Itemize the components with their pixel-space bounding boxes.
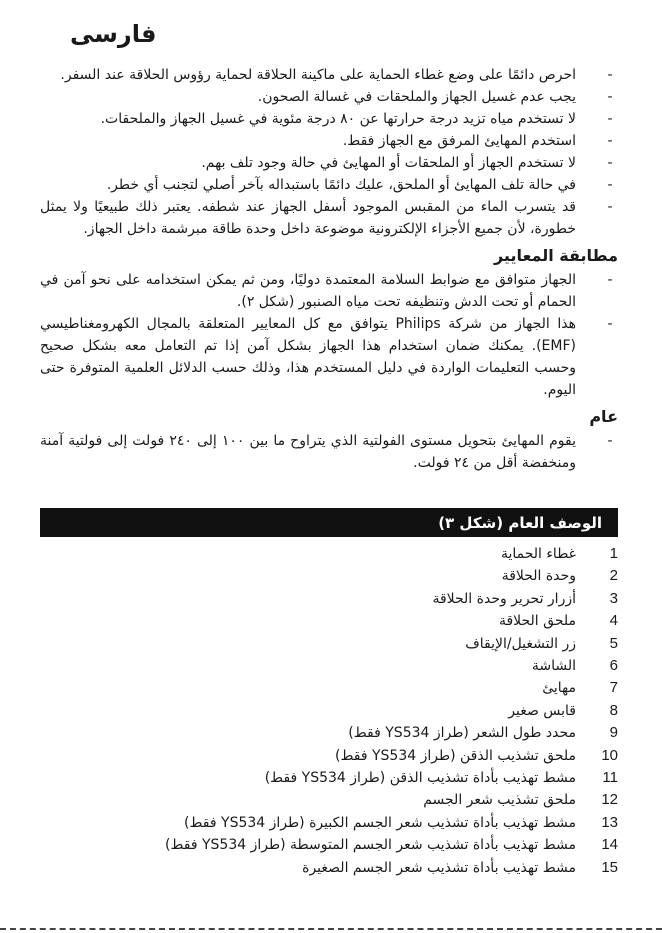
part-item <box>40 543 618 565</box>
part-item <box>40 677 618 699</box>
standards-heading: مطابقة المعايير <box>493 246 618 265</box>
overview-heading: الوصف العام (شكل ٣) <box>438 514 602 532</box>
parts-list <box>40 543 618 879</box>
part-item <box>40 767 618 789</box>
bullet-dash: - <box>607 177 613 193</box>
part-label: زر التشغيل/الإيقاف <box>465 635 576 652</box>
warning-text: في حالة تلف المهايئ أو الملحق، عليك دائمًا باستبداله بآخر أصلي لتجنب أي خطر. <box>106 177 576 193</box>
part-item <box>40 610 618 632</box>
part-number: 5 <box>609 634 618 652</box>
part-label: ملحق الحلاقة <box>498 613 576 630</box>
bullet-dash: - <box>607 199 613 215</box>
part-number: 12 <box>601 791 618 809</box>
part-label: أزرار تحرير وحدة الحلاقة <box>432 590 576 607</box>
part-item <box>40 588 618 610</box>
warning-text: استخدم المهايئ المرفق مع الجهاز فقط. <box>342 133 576 149</box>
bullet-dash: - <box>607 433 613 449</box>
part-item <box>40 834 618 856</box>
part-item <box>40 857 618 879</box>
general-text: يقوم المهايئ بتحويل مستوى الفولتية الذي يتراوح ما بين ١٠٠ إلى ٢٤٠ فولت إلى فولتية آمنة ومنخفضة أقل من ٢٤ فولت. <box>40 433 576 471</box>
part-number: 4 <box>609 612 618 630</box>
part-item <box>40 745 618 767</box>
standards-item <box>40 313 618 401</box>
standards-item <box>40 269 618 313</box>
part-label: محدد طول الشعر (طراز YS534 فقط) <box>348 725 576 742</box>
standards-list <box>40 269 618 401</box>
page-bottom-divider <box>0 928 662 930</box>
part-label: مهايئ <box>542 680 576 697</box>
part-item <box>40 633 618 655</box>
warning-item <box>40 152 618 174</box>
part-label: مشط تهذيب بأداة تشذيب شعر الجسم الصغيرة <box>302 859 576 876</box>
warning-text: يجب عدم غسيل الجهاز والملحقات في غسالة الصحون. <box>257 89 576 105</box>
part-label: مشط تهذيب بأداة تشذيب شعر الجسم الكبيرة (طراز YS534 فقط) <box>184 814 576 831</box>
warnings-list <box>40 64 618 240</box>
part-number: 15 <box>601 858 618 876</box>
bullet-dash: - <box>607 316 613 332</box>
part-number: 9 <box>609 724 618 742</box>
bullet-dash: - <box>607 89 613 105</box>
part-number: 1 <box>609 545 618 562</box>
part-number: 3 <box>609 589 618 607</box>
overview-heading-bar <box>40 508 618 537</box>
part-number: 14 <box>601 836 618 854</box>
bullet-dash: - <box>607 67 613 83</box>
warning-item <box>40 130 618 152</box>
general-heading: عام <box>589 407 618 426</box>
part-item <box>40 565 618 587</box>
bullet-dash: - <box>607 155 613 171</box>
warning-item <box>40 108 618 130</box>
warning-item <box>40 174 618 196</box>
general-list <box>40 430 618 474</box>
part-label: ملحق تشذيب الذقن (طراز YS534 فقط) <box>334 747 576 764</box>
warning-text: لا تستخدم مياه تزيد درجة حرارتها عن ٨٠ درجة مئوية في غسيل الجهاز والملحقات. <box>100 111 576 127</box>
part-number: 10 <box>601 746 618 764</box>
warning-item <box>40 64 618 86</box>
part-number: 13 <box>601 813 618 831</box>
bullet-dash: - <box>607 272 613 288</box>
bullet-dash: - <box>607 133 613 149</box>
language-title: فارسی <box>70 20 157 48</box>
warning-item <box>40 196 618 240</box>
standards-text: هذا الجهاز من شركة Philips يتوافق مع كل المعايير المتعلقة بالمجال الكهرومغناطيسي (EMF). يمكنك ضمان استخدام هذا الجهاز بشكل آمن إذا تم التعامل معه بشكل صحيح وحسب التعليمات الواردة في دليل المستخدم هذا، وذلك حسب الدلائل العلمية المتوفرة حتى اليوم. <box>40 316 576 398</box>
warning-text: قد يتسرب الماء من المقبس الموجود أسفل الجهاز عند شطفه. يعتبر ذلك طبيعيًا ولا يمثل خطورة، لأن جميع الأجزاء الإلكترونية موضوعة داخل وحدة طاقة مبرشمة داخل الجهاز. <box>40 199 576 237</box>
part-label: مشط تهذيب بأداة تشذيب شعر الجسم المتوسطة (طراز YS534 فقط) <box>165 837 576 854</box>
safety-content <box>40 64 618 474</box>
part-label: ملحق تشذيب شعر الجسم <box>423 792 576 809</box>
part-item <box>40 655 618 677</box>
part-number: 2 <box>609 567 618 585</box>
bullet-dash: - <box>607 111 613 127</box>
part-label: وحدة الحلاقة <box>501 568 576 585</box>
part-number: 8 <box>609 701 618 719</box>
part-item <box>40 812 618 834</box>
part-label: الشاشة <box>531 658 576 675</box>
part-item <box>40 722 618 744</box>
general-item <box>40 430 618 474</box>
part-label: قابس صغير <box>508 702 576 719</box>
warning-item <box>40 86 618 108</box>
standards-text: الجهاز متوافق مع ضوابط السلامة المعتمدة دوليًا، ومن ثم يمكن استخدامه على نحو آمن في الحمام أو تحت الدش وتنظيفه تحت مياه الصنبور (شكل ٢). <box>40 272 576 310</box>
part-item <box>40 789 618 811</box>
warning-text: لا تستخدم الجهاز أو الملحقات أو المهايئ في حالة وجود تلف بهم. <box>201 155 576 171</box>
part-item <box>40 700 618 722</box>
part-label: غطاء الحماية <box>500 546 576 562</box>
part-number: 7 <box>609 679 618 697</box>
warning-text: احرص دائمًا على وضع غطاء الحماية على ماكينة الحلاقة لحماية رؤوس الحلاقة عند السفر. <box>60 67 576 83</box>
part-label: مشط تهذيب بأداة تشذيب الذقن (طراز YS534 فقط) <box>264 770 576 787</box>
part-number: 11 <box>602 769 618 787</box>
part-number: 6 <box>609 657 618 675</box>
